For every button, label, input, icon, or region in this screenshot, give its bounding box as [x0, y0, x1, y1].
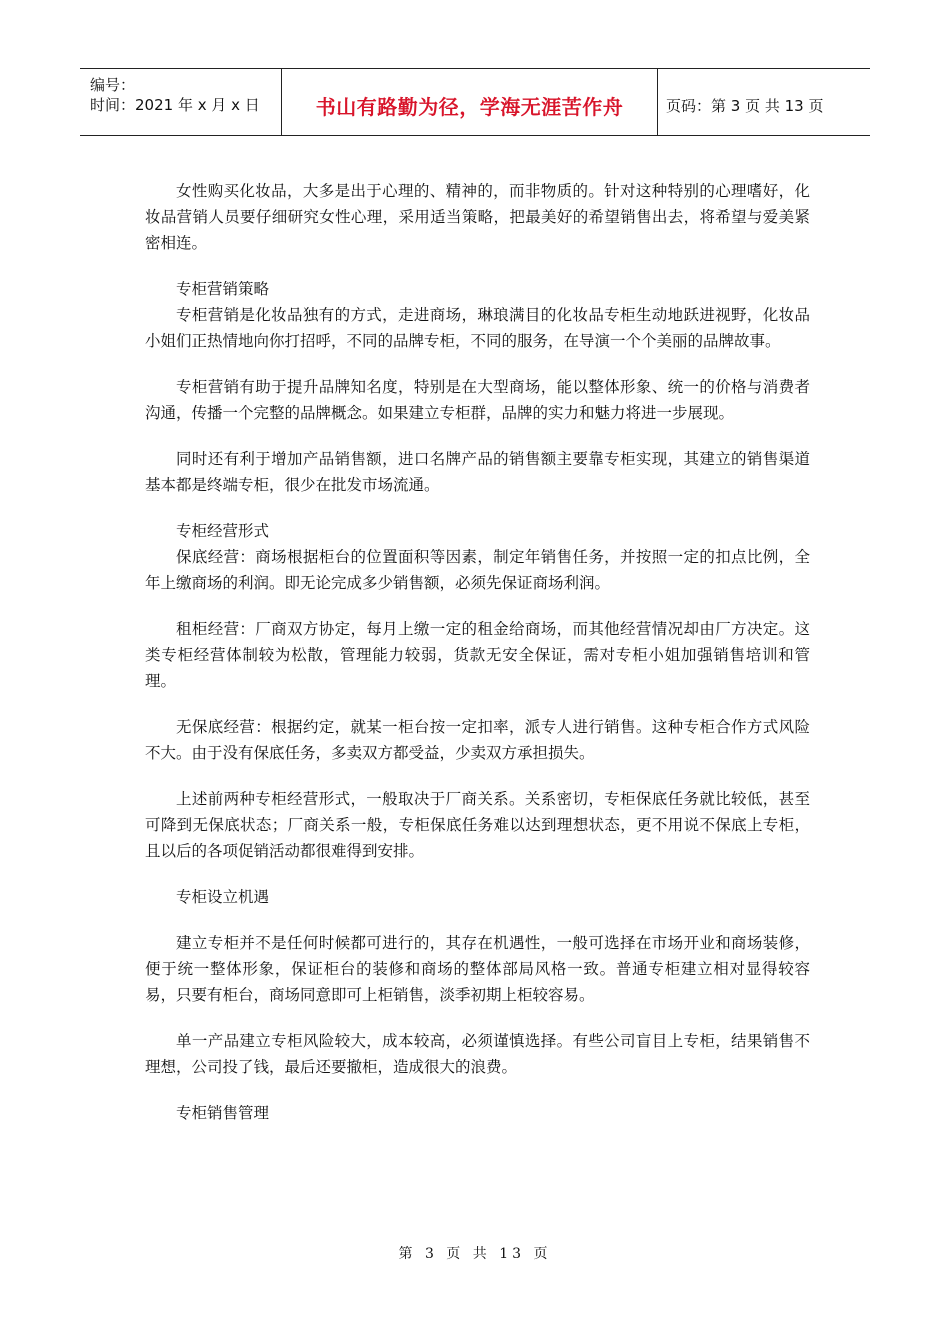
paragraph: 上述前两种专柜经营形式，一般取决于厂商关系。关系密切，专柜保底任务就比较低，甚至可降到无保底状态；厂商关系一般，专柜保底任务难以达到理想状态，更不用说不保底上专柜，且以后的各项促销活动都很难得到安排。 — [145, 790, 810, 860]
paragraph: 女性购买化妆品，大多是出于心理的、精神的，而非物质的。针对这种特别的心理嗜好，化妆品营销人员要仔细研究女性心理，采用适当策略，把最美好的希望销售出去，将希望与爱美紧密相连。 — [145, 182, 810, 252]
header-meta-cell — [80, 69, 282, 135]
section-heading: 专柜经营形式 — [176, 522, 270, 540]
paragraph: 保底经营：商场根据柜台的位置面积等因素，制定年销售任务，并按照一定的扣点比例，全年上缴商场的利润。即无论完成多少销售额，必须先保证商场利润。 — [145, 548, 810, 592]
footer-page-number: 第 3 页 共 13 页 — [398, 1246, 552, 1262]
date-label: 时间：2021 年 x 月 x 日 — [90, 96, 260, 114]
paragraph: 建立专柜并不是任何时候都可进行的，其存在机遇性，一般可选择在市场开业和商场装修，便于统一整体形象，保证柜台的装修和商场的整体部局风格一致。普通专柜建立相对显得较容易，只要有柜台，商场同意即可上柜销售，淡季初期上柜较容易。 — [145, 934, 810, 1004]
document-header — [80, 68, 870, 136]
paragraph: 专柜营销有助于提升品牌知名度，特别是在大型商场，能以整体形象、统一的价格与消费者沟通，传播一个完整的品牌概念。如果建立专柜群，品牌的实力和魅力将进一步展现。 — [145, 378, 810, 422]
paragraph: 单一产品建立专柜风险较大，成本较高，必须谨慎选择。有些公司盲目上专柜，结果销售不理想，公司投了钱，最后还要撤柜，造成很大的浪费。 — [145, 1032, 810, 1076]
page-footer — [0, 1243, 950, 1263]
header-motto-cell — [282, 69, 658, 135]
paragraph: 租柜经营：厂商双方协定，每月上缴一定的租金给商场，而其他经营情况却由厂方决定。这类专柜经营体制较为松散，管理能力较弱，货款无安全保证，需对专柜小姐加强销售培训和管理。 — [145, 620, 810, 690]
paragraph: 无保底经营：根据约定，就某一柜台按一定扣率，派专人进行销售。这种专柜合作方式风险不大。由于没有保底任务，多卖双方都受益，少卖双方承担损失。 — [145, 718, 810, 762]
document-body — [145, 178, 810, 1126]
section-heading: 专柜营销策略 — [176, 280, 270, 298]
header-page-cell — [658, 69, 870, 135]
paragraph: 同时还有利于增加产品销售额，进口名牌产品的销售额主要靠专柜实现，其建立的销售渠道基本都是终端专柜，很少在批发市场流通。 — [145, 450, 810, 494]
motto-text: 书山有路勤为径，学海无涯苦作舟 — [315, 94, 624, 119]
section-heading: 专柜设立机遇 — [176, 888, 270, 906]
section-heading: 专柜销售管理 — [176, 1104, 270, 1122]
doc-number-label: 编号： — [90, 76, 136, 94]
paragraph: 专柜营销是化妆品独有的方式，走进商场，琳琅满目的化妆品专柜生动地跃进视野，化妆品小姐们正热情地向你打招呼，不同的品牌专柜，不同的服务，在导演一个个美丽的品牌故事。 — [145, 306, 810, 350]
page-info: 页码：第 3 页 共 13 页 — [666, 96, 824, 115]
